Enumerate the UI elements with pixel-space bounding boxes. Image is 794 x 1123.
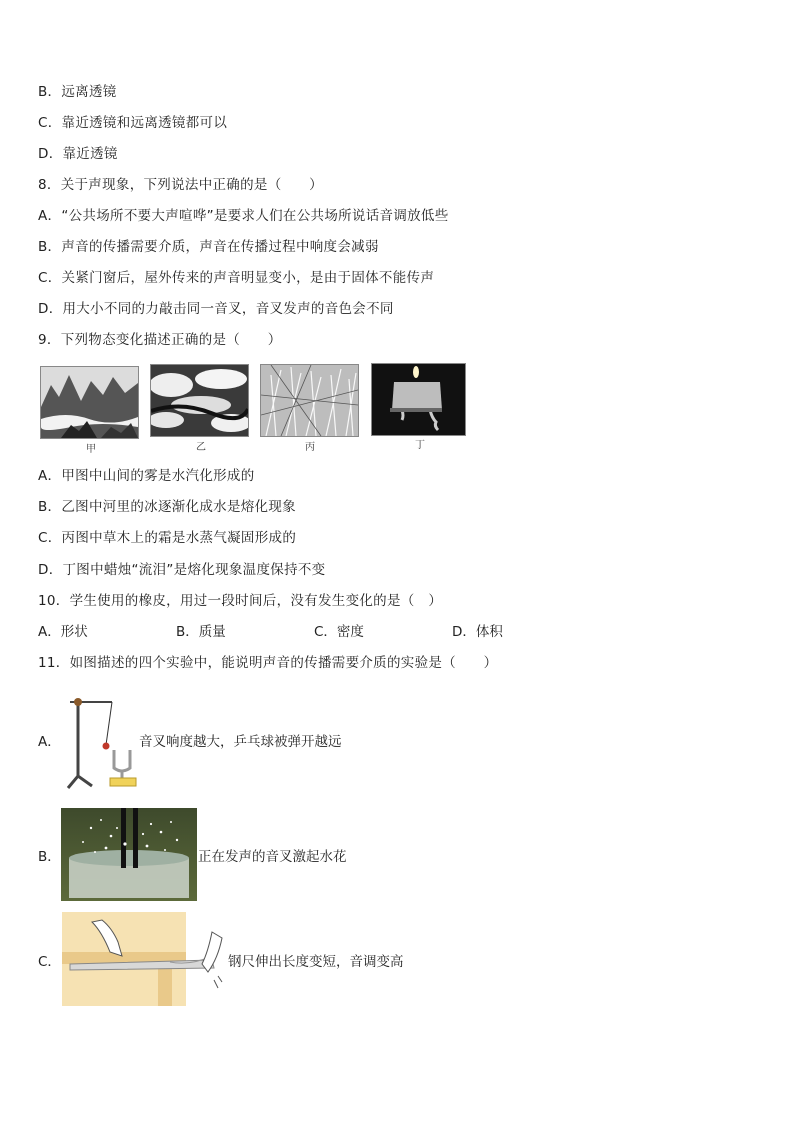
q11-b-label: B． [38,849,61,865]
tuning-fork-water-splash-figure [61,808,197,901]
caption-yi: 乙 [196,442,206,453]
frosted-grass-photo [260,364,359,437]
q10-option-b: B．质量 [176,624,226,640]
mountain-fog-photo [40,366,139,439]
q11-c-label: C． [38,954,61,970]
q9-option-b: B．乙图中河里的冰逐渐化成水是熔化现象 [38,499,296,515]
q10-option-a: A．形状 [38,624,88,640]
q11-a-text: 音叉响度越大，乒乓球被弹开越远 [139,734,342,750]
q11-stem: 11．如图描述的四个实验中，能说明声音的传播需要介质的实验是（ ） [38,655,498,671]
caption-ding: 丁 [415,440,425,451]
q7-option-d: D．靠近透镜 [38,146,118,162]
q7-option-b: B．远离透镜 [38,84,117,100]
vibrating-ruler-figure [62,912,228,1006]
q10-option-d: D．体积 [452,624,503,640]
q9-option-c: C．丙图中草木上的霜是水蒸气凝固形成的 [38,530,297,546]
q8-stem: 8．关于声现象，下列说法中正确的是（ ） [38,177,323,193]
q9-option-a: A．甲图中山间的雾是水汽化形成的 [38,468,255,484]
q10-option-c: C．密度 [314,624,364,640]
q8-option-d: D．用大小不同的力敲击同一音叉，音叉发声的音色会不同 [38,301,394,317]
q11-a-label: A． [38,734,61,750]
q7-option-c: C．靠近透镜和远离透镜都可以 [38,115,228,131]
caption-bing: 丙 [305,442,315,453]
q9-option-d: D．丁图中蜡烛“流泪”是熔化现象温度保持不变 [38,562,326,578]
q11-c-text: 钢尺伸出长度变短，音调变高 [228,954,404,970]
q8-option-c: C．关紧门窗后，屋外传来的声音明显变小，是由于固体不能传声 [38,270,435,286]
q9-stem: 9．下列物态变化描述正确的是（ ） [38,332,282,348]
q10-stem: 10．学生使用的橡皮，用过一段时间后，没有发生变化的是（ ） [38,593,443,609]
q8-option-a: A．“公共场所不要大声喧哗”是要求人们在公共场所说话音调放低些 [38,208,449,224]
caption-jia: 甲 [86,444,96,455]
icy-river-photo [150,364,249,437]
q11-b-text: 正在发声的音叉激起水花 [198,849,347,865]
melting-candle-photo [371,363,466,436]
tuning-fork-pendulum-figure [62,690,138,790]
q8-option-b: B．声音的传播需要介质，声音在传播过程中响度会减弱 [38,239,379,255]
